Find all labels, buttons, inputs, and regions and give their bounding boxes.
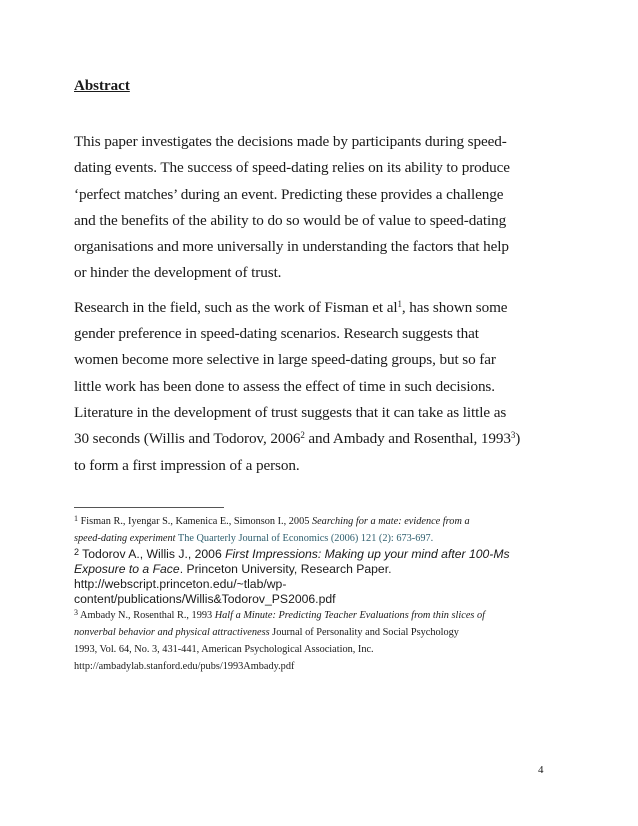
footnote-authors: Fisman R., Iyengar S., Kamenica E., Simonson I., 2005: [78, 516, 312, 527]
footnote-line: [74, 562, 559, 577]
footnote-line: [74, 624, 559, 641]
text-line: [74, 426, 554, 452]
footnote-ref-2[interactable]: 2: [300, 430, 305, 441]
text-line: ‘perfect matches’ during an event. Predicting these provides a challenge: [74, 185, 504, 203]
footnote-journal: The Quarterly Journal of Economics (2006) 121 (2): 673-697.: [175, 533, 434, 544]
footnote-title: Searching for a mate: evidence from a: [311, 516, 470, 527]
footnote-line: [74, 530, 559, 547]
text-span: , has shown some: [401, 298, 508, 316]
footnote-line: [74, 513, 559, 530]
footnote-number: 3: [74, 608, 78, 617]
text-line: little work has been done to assess the effect of time in such decisions.: [74, 377, 495, 395]
text-line: organisations and more universally in understanding the factors that help: [74, 238, 509, 256]
text-span: 30 seconds (Willis and Todorov, 2006: [74, 430, 301, 448]
page-number: 4: [538, 764, 544, 776]
abstract-section: [74, 76, 554, 479]
text-line: Literature in the development of trust suggests that it can take as little as: [74, 403, 507, 421]
footnote-title: Exposure to a Face: [74, 562, 180, 576]
text-line: gender preference in speed-dating scenarios. Research suggests that: [74, 325, 479, 343]
footnote-ref-1[interactable]: 1: [397, 298, 402, 309]
footnote-url[interactable]: http://ambadylab.stanford.edu/pubs/1993Ambady.pdf: [74, 661, 295, 672]
text-line: [74, 295, 554, 321]
footnote-1: [74, 513, 559, 547]
abstract-heading: Abstract: [74, 78, 130, 94]
footnote-title: First Impressions: Making up your mind after 100-Ms: [225, 547, 510, 561]
footnote-separator: [74, 507, 224, 508]
footnote-title: nonverbal behavior and physical attractiveness: [74, 627, 270, 638]
footnote-url[interactable]: http://webscript.princeton.edu/~tlab/wp-: [74, 577, 287, 591]
footnote-url[interactable]: content/publications/Willis&Todorov_PS2006.pdf: [74, 592, 336, 606]
footnote-title: Half a Minute: Predicting Teacher Evaluations from thin slices of: [214, 610, 485, 621]
footnote-number: 1: [74, 514, 78, 523]
footnote-authors: Ambady N., Rosenthal R., 1993: [78, 610, 215, 621]
text-line: or hinder the development of trust.: [74, 264, 282, 282]
abstract-paragraph-2: [74, 295, 554, 479]
footnotes-section: [74, 513, 559, 675]
abstract-paragraph-1: [74, 129, 554, 287]
text-span: Research in the field, such as the work of Fisman et al: [74, 298, 398, 316]
footnote-line: [74, 547, 559, 562]
text-line: This paper investigates the decisions made by participants during speed-: [74, 133, 507, 150]
text-line: and the benefits of the ability to do so would be of value to speed-dating: [74, 211, 507, 229]
footnote-authors: Todorov A., Willis J., 2006: [79, 547, 226, 561]
text-span: ): [515, 430, 521, 448]
text-line: to form a first impression of a person.: [74, 456, 300, 474]
text-line: dating events. The success of speed-dating relies on its ability to produce: [74, 159, 510, 177]
footnote-3: [74, 607, 559, 675]
footnote-line: 1993, Vol. 64, No. 3, 431-441, American Psychological Association, Inc.: [74, 644, 374, 655]
footnote-line: [74, 607, 559, 624]
footnote-ref-3[interactable]: 3: [510, 430, 516, 441]
text-span: and Ambady and Rosenthal, 1993: [304, 430, 511, 448]
footnote-2: [74, 547, 559, 607]
footnote-publisher: . Princeton University, Research Paper.: [179, 562, 392, 576]
footnote-title: speed-dating experiment: [74, 533, 176, 544]
text-line: women become more selective in large speed-dating groups, but so far: [74, 351, 496, 369]
footnote-journal: Journal of Personality and Social Psychology: [269, 627, 459, 638]
footnote-number: 2: [74, 547, 80, 557]
